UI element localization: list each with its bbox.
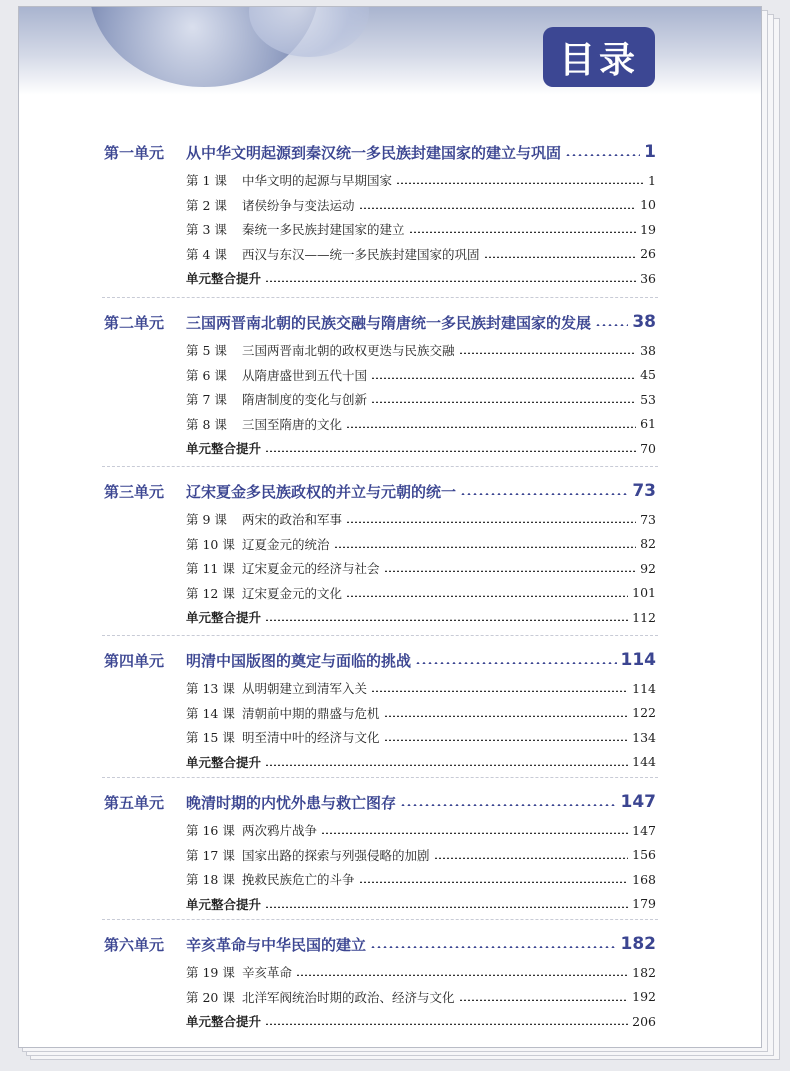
lesson-page-number: 61	[640, 416, 656, 431]
dot-leader	[359, 207, 637, 209]
lesson-page-number: 182	[632, 964, 656, 980]
lesson-number: 第 10 课	[186, 536, 235, 552]
lesson-page-number: 134	[632, 729, 656, 745]
lesson-page-number: 179	[632, 896, 656, 911]
lesson-title: 从隋唐盛世到五代十国	[242, 367, 368, 383]
lesson-title: 单元整合提升	[186, 754, 262, 770]
dot-leader	[346, 595, 628, 597]
dot-leader	[371, 690, 628, 692]
lesson-number: 第 1 课	[186, 173, 227, 188]
lesson-page-number: 114	[632, 680, 656, 696]
dot-leader	[321, 832, 628, 834]
lesson-entry[interactable]	[186, 961, 656, 983]
lesson-title: 从明朝建立到清军入关	[242, 681, 368, 696]
lesson-entry[interactable]	[186, 533, 656, 555]
lesson-title: 诸侯纷争与变法运动	[242, 197, 355, 213]
lesson-title: 单元整合提升	[186, 896, 262, 912]
lesson-entry[interactable]	[186, 388, 656, 410]
lesson-title: 单元整合提升	[186, 1014, 262, 1029]
dot-leader	[565, 154, 640, 156]
dot-leader	[409, 231, 637, 233]
lesson-title: 辛亥革命	[242, 965, 293, 980]
lesson-title: 明至清中叶的经济与文化	[242, 730, 380, 745]
lesson-number: 第 12 课	[186, 585, 235, 601]
unit-review-entry[interactable]	[186, 893, 656, 915]
lesson-title: 辽宋夏金元的经济与社会	[242, 561, 380, 576]
lesson-entry[interactable]	[186, 169, 656, 191]
lesson-entry[interactable]	[186, 868, 656, 890]
unit-divider	[102, 919, 658, 920]
lesson-page-number: 112	[632, 609, 656, 625]
unit-title: 辽宋夏金多民族政权的并立与元朝的统一	[186, 482, 457, 501]
unit-title: 从中华文明起源到秦汉统一多民族封建国家的建立与巩固	[186, 143, 562, 162]
unit-review-entry[interactable]	[186, 751, 656, 773]
lesson-page-number: 156	[632, 847, 656, 862]
unit-title: 三国两晋南北朝的民族交融与隋唐统一多民族封建国家的发展	[186, 313, 592, 332]
dot-leader	[265, 450, 636, 452]
lesson-page-number: 168	[632, 871, 656, 887]
lesson-entry[interactable]	[186, 218, 656, 240]
dot-leader	[265, 764, 628, 766]
unit-heading[interactable]	[104, 479, 656, 503]
lesson-number: 第 3 课	[186, 222, 227, 237]
lesson-number: 第 8 课	[186, 416, 227, 432]
lesson-page-number: 70	[640, 440, 656, 456]
lesson-title: 国家出路的探索与列强侵略的加剧	[242, 847, 430, 863]
dot-leader	[384, 570, 637, 572]
lesson-title: 隋唐制度的变化与创新	[242, 392, 368, 407]
unit-divider	[102, 466, 658, 467]
unit-number: 第一单元	[104, 143, 165, 162]
lesson-entry[interactable]	[186, 819, 656, 841]
lesson-page-number: 147	[632, 822, 656, 838]
lesson-number: 第 4 课	[186, 246, 227, 262]
unit-title: 辛亥革命与中华民国的建立	[186, 935, 367, 954]
lesson-number: 第 15 课	[186, 730, 235, 745]
dot-leader	[346, 426, 636, 428]
unit-page-number: 73	[632, 481, 656, 501]
lesson-page-number: 192	[632, 989, 656, 1004]
lesson-page-number: 38	[640, 342, 656, 358]
lesson-page-number: 82	[640, 536, 656, 551]
dot-leader	[459, 999, 629, 1001]
dot-leader	[415, 662, 616, 664]
dot-leader	[459, 352, 637, 354]
unit-review-entry[interactable]	[186, 437, 656, 459]
dot-leader	[265, 906, 628, 908]
unit-review-entry[interactable]	[186, 1010, 656, 1032]
lesson-page-number: 206	[632, 1013, 656, 1029]
lesson-title: 辽夏金元的统治	[242, 536, 330, 552]
lesson-entry[interactable]	[186, 677, 656, 699]
unit-page-number: 114	[620, 650, 656, 670]
lesson-page-number: 26	[640, 246, 656, 261]
unit-heading[interactable]	[104, 140, 656, 164]
dot-leader	[296, 974, 628, 976]
lesson-entry[interactable]	[186, 557, 656, 579]
dot-leader	[359, 881, 629, 883]
unit-number: 第二单元	[104, 313, 165, 332]
unit-page-number: 1	[644, 142, 656, 162]
lesson-title: 辽宋夏金元的文化	[242, 585, 343, 601]
lesson-page-number: 92	[640, 560, 656, 576]
lesson-page-number: 19	[640, 221, 656, 237]
lesson-page-number: 73	[640, 511, 656, 527]
lesson-page-number: 122	[632, 705, 656, 720]
lesson-page-number: 45	[640, 367, 656, 382]
lesson-title: 西汉与东汉——统一多民族封建国家的巩固	[242, 246, 480, 262]
dot-leader	[460, 493, 628, 495]
dot-leader	[371, 401, 636, 403]
lesson-page-number: 36	[640, 270, 656, 286]
lesson-number: 第 20 课	[186, 989, 235, 1005]
lesson-page-number: 10	[640, 197, 656, 212]
lesson-number: 第 5 课	[186, 343, 227, 358]
unit-title: 明清中国版图的奠定与面临的挑战	[186, 651, 412, 670]
unit-divider	[102, 297, 658, 298]
lesson-entry[interactable]	[186, 243, 656, 265]
unit-divider	[102, 777, 658, 778]
unit-heading[interactable]	[104, 648, 656, 672]
lesson-number: 第 16 课	[186, 823, 235, 838]
lesson-title: 北洋军阀统治时期的政治、经济与文化	[242, 989, 455, 1005]
lesson-number: 第 13 课	[186, 681, 235, 696]
toc-page	[18, 6, 762, 1048]
dot-leader	[334, 546, 637, 548]
dot-leader	[484, 256, 637, 258]
lesson-title: 挽救民族危亡的斗争	[242, 872, 355, 887]
dot-leader	[384, 739, 629, 741]
dot-leader	[434, 857, 629, 859]
lesson-page-number: 101	[632, 585, 656, 600]
lesson-title: 两宋的政治和军事	[242, 512, 343, 527]
dot-leader	[396, 182, 644, 184]
dot-leader	[265, 619, 628, 621]
lesson-number: 第 6 课	[186, 367, 227, 383]
unit-page-number: 147	[620, 792, 656, 812]
lesson-number: 第 9 课	[186, 512, 227, 527]
lesson-number: 第 17 课	[186, 847, 235, 863]
unit-review-entry[interactable]	[186, 267, 656, 289]
dot-leader	[265, 280, 636, 282]
lesson-number: 第 14 课	[186, 705, 235, 721]
dot-leader	[265, 1023, 628, 1025]
unit-heading[interactable]	[104, 790, 656, 814]
lesson-page-number: 1	[648, 172, 656, 188]
unit-title: 晚清时期的内忧外患与救亡图存	[186, 793, 397, 812]
unit-review-entry[interactable]	[186, 606, 656, 628]
unit-number: 第四单元	[104, 651, 165, 670]
lesson-entry[interactable]	[186, 413, 656, 435]
lesson-entry[interactable]	[186, 986, 656, 1008]
page-title: 目录	[558, 39, 639, 81]
lesson-entry[interactable]	[186, 726, 656, 748]
toc-title-box	[543, 27, 655, 87]
lesson-title: 单元整合提升	[186, 610, 262, 625]
lesson-entry[interactable]	[186, 339, 656, 361]
dot-leader	[384, 715, 629, 717]
lesson-title: 两次鸦片战争	[242, 823, 318, 838]
lesson-title: 单元整合提升	[186, 271, 262, 286]
lesson-title: 三国至隋唐的文化	[242, 416, 343, 432]
lesson-title: 秦统一多民族封建国家的建立	[242, 222, 405, 237]
lesson-number: 第 19 课	[186, 965, 235, 980]
lesson-entry[interactable]	[186, 194, 656, 216]
unit-number: 第六单元	[104, 935, 165, 954]
lesson-entry[interactable]	[186, 582, 656, 604]
unit-heading[interactable]	[104, 932, 656, 956]
lesson-entry[interactable]	[186, 364, 656, 386]
lesson-number: 第 11 课	[186, 561, 235, 576]
unit-number: 第三单元	[104, 482, 165, 501]
lesson-number: 第 7 课	[186, 392, 227, 407]
lesson-entry[interactable]	[186, 702, 656, 724]
dot-leader	[400, 804, 616, 806]
lesson-title: 清朝前中期的鼎盛与危机	[242, 705, 380, 721]
lesson-title: 三国两晋南北朝的政权更迭与民族交融	[242, 343, 455, 358]
lesson-entry[interactable]	[186, 844, 656, 866]
unit-divider	[102, 635, 658, 636]
unit-number: 第五单元	[104, 793, 165, 812]
dot-leader	[370, 946, 616, 948]
lesson-number: 第 2 课	[186, 197, 227, 213]
lesson-number: 第 18 课	[186, 872, 235, 887]
lesson-title: 中华文明的起源与早期国家	[242, 173, 393, 188]
unit-page-number: 38	[632, 312, 656, 332]
lesson-page-number: 53	[640, 391, 656, 407]
dot-leader	[595, 324, 628, 326]
unit-heading[interactable]	[104, 310, 656, 334]
lesson-page-number: 144	[632, 754, 656, 769]
dot-leader	[371, 377, 636, 379]
lesson-entry[interactable]	[186, 508, 656, 530]
unit-page-number: 182	[620, 934, 656, 954]
lesson-title: 单元整合提升	[186, 441, 262, 456]
dot-leader	[346, 521, 636, 523]
